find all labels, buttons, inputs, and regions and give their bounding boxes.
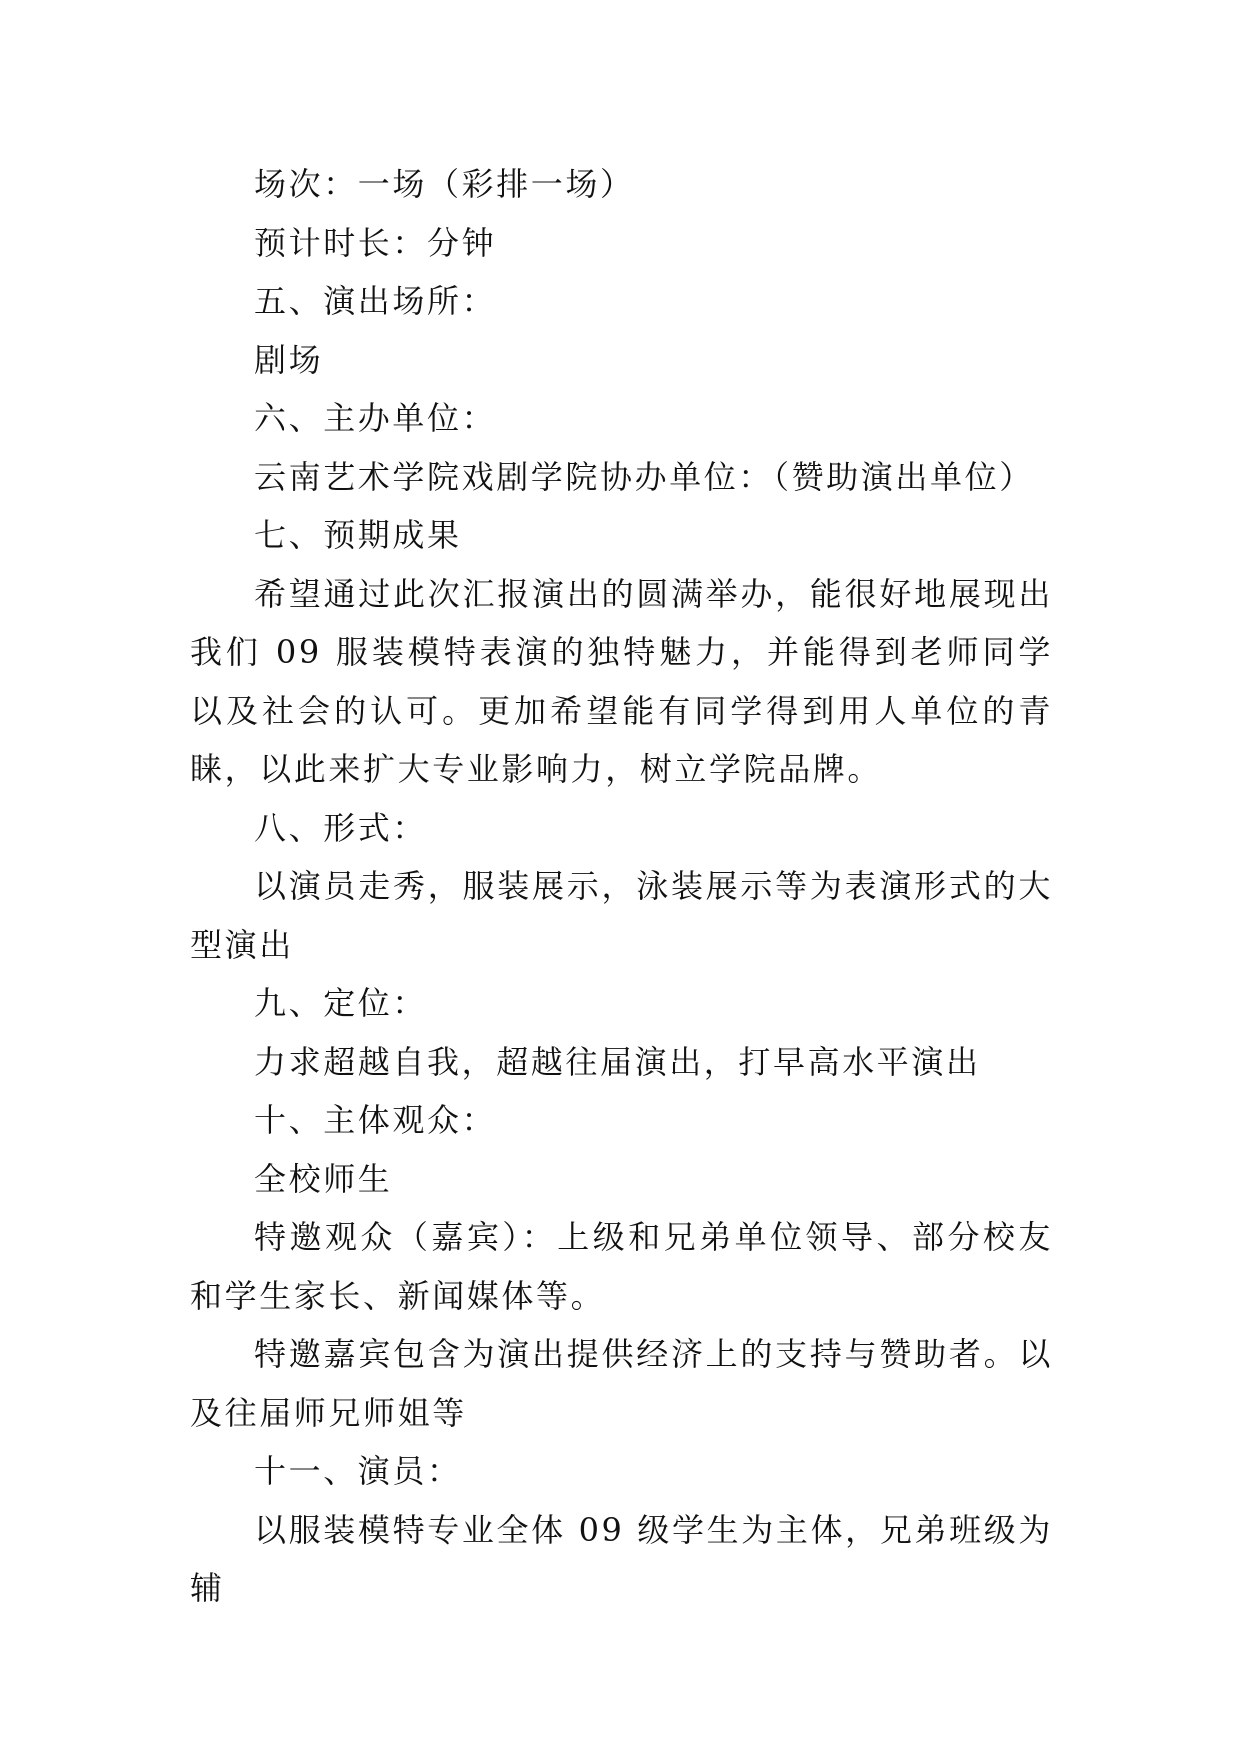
paragraph-1: 场次：一场（彩排一场） bbox=[254, 165, 635, 203]
paragraph-5: 希望通过此次汇报演出的圆满举办，能很好地展现出我们 09 服装模特表演的独特魅力，并能得到老师同学以及社会的认可。更加希望能有同学得到用人单位的青睐，以此来扩大专业影响力，树立学院品牌。 bbox=[190, 574, 1053, 788]
paragraph-11: 以服装模特专业全体 09 级学生为主体，兄弟班级为辅 bbox=[190, 1510, 1053, 1607]
paragraph-2: 预计时长：分钟 bbox=[254, 223, 497, 262]
section-heading-9: 九、定位： bbox=[254, 984, 428, 1022]
paragraph-9: 特邀观众（嘉宾）：上级和兄弟单位领导、部分校友和学生家长、新闻媒体等。 bbox=[190, 1218, 1053, 1315]
section-heading-10: 十、主体观众： bbox=[254, 1101, 497, 1139]
section-heading-11: 十一、演员： bbox=[254, 1452, 462, 1490]
document-body bbox=[190, 155, 1053, 1618]
paragraph-6: 以演员走秀，服装展示，泳装展示等为表演形式的大型演出 bbox=[190, 867, 1053, 964]
section-heading-6: 六、主办单位： bbox=[254, 399, 497, 437]
paragraph-7: 力求超越自我，超越往届演出，打早高水平演出 bbox=[254, 1042, 981, 1081]
paragraph-4: 云南艺术学院戏剧学院协办单位：（赞助演出单位） bbox=[254, 457, 1034, 496]
paragraph-3: 剧场 bbox=[254, 340, 324, 379]
section-heading-7: 七、预期成果 bbox=[254, 516, 462, 554]
paragraph-10: 特邀嘉宾包含为演出提供经济上的支持与赞助者。以及往届师兄师姐等 bbox=[190, 1335, 1053, 1432]
paragraph-8: 全校师生 bbox=[254, 1159, 393, 1198]
section-heading-5: 五、演出场所： bbox=[254, 282, 497, 320]
section-heading-8: 八、形式： bbox=[254, 808, 428, 847]
